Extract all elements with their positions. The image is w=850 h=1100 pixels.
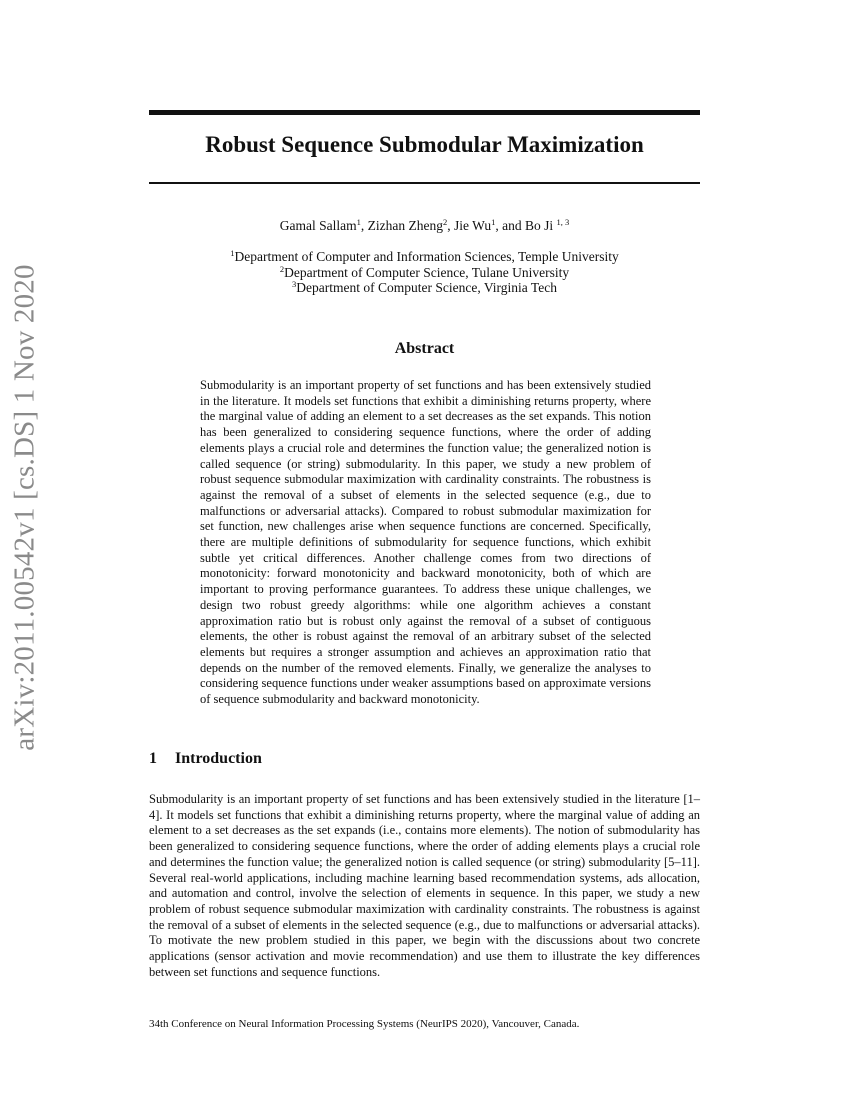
paper-title: Robust Sequence Submodular Maximization bbox=[205, 132, 644, 157]
author-name: Gamal Sallam bbox=[279, 218, 357, 233]
author-affiliation-mark: 1, 3 bbox=[556, 217, 570, 227]
affiliation-text: Department of Computer Science, Virginia Tech bbox=[296, 280, 557, 295]
author-list bbox=[149, 218, 700, 234]
author-name: Jie Wu bbox=[453, 218, 492, 233]
author-affiliation-mark: 1 bbox=[356, 217, 361, 227]
affiliation-mark: 2 bbox=[279, 263, 285, 274]
author-separator: , and bbox=[495, 218, 525, 233]
introduction-text: Submodularity is an important property of set functions and has been extensively studied in the literature [1–4]. It models set functions that exhibit a diminishing returns property, where the marginal value of adding an element to a set decreases as the set expands (i.e., contains more elements). The notion of submodularity has been generalized to considering sequence functions, where the order of adding elements plays a crucial role and determines the function value; the generalized notion is called sequence (or string) submodularity [5–11]. Several real-world applications, including machine learning based recommendation systems, ads allocation, and automation and control, involve the selection of elements in sequence. In this paper, we study a new problem of robust sequence submodular maximization with cardinality constraints. The robustness is against the removal of a subset of elements in the selected sequence (e.g., due to malfunctions or adversarial attacks). To motivate the new problem studied in this paper, we begin with the discussions about two concrete applications (sensor activation and movie recommendation) and use them to illustrate the key differences between set functions and sequence functions. bbox=[149, 792, 700, 979]
author-separator: , bbox=[360, 218, 368, 233]
conference-footnote: 34th Conference on Neural Information Processing Systems (NeurIPS 2020), Vancouver, Canada. bbox=[149, 1018, 580, 1030]
affiliation-text: Department of Computer Science, Tulane University bbox=[284, 264, 570, 280]
section-heading-introduction bbox=[149, 750, 262, 768]
arxiv-watermark bbox=[2, 263, 48, 751]
arxiv-id: arXiv:2011.00542v1 [cs.DS] 1 Nov 2020 bbox=[8, 263, 41, 751]
affiliation-mark: 1 bbox=[230, 248, 235, 258]
affiliation-text: Department of Computer and Information Sciences, Temple University bbox=[234, 249, 619, 264]
author-affiliation-mark: 2 bbox=[442, 217, 448, 227]
abstract-text: Submodularity is an important property of set functions and has been extensively studied in the literature. It models set functions that exhibit a diminishing returns property, where the marginal value of adding an element to a set decreases as the set expands. This notion has been generalized to considering sequence functions, where the order of adding elements plays a crucial role and determines the function value; the generalized notion is called sequence (or string) submodularity. In this paper, we study a new problem of robust sequence submodular maximization with cardinality constraints. The robustness is against the removal of a subset of elements in the selected sequence (e.g., due to malfunctions or adversarial attacks). Compared to robust submodular maximization for set function, new challenges arise when sequence functions are concerned. Specifically, there are multiple definitions of submodularity for sequence functions, which exhibit subtle yet critical differences. Another challenge comes from two directions of monotonicity: forward monotonicity and backward monotonicity, both of which are important to proving performance guarantees. To address these unique challenges, we design two robust greedy algorithms: while one algorithm achieves a constant approximation ratio but is robust only against the removal of a subset of contiguous elements, the other is robust against the removal of an arbitrary subset of the selected elements but requires a stronger assumption and achieves an approximation ratio that depends on the number of the removed elements. Finally, we generalize the analyses to considering sequence functions under weaker assumptions based on approximate versions of sequence submodularity and backward monotonicity. bbox=[200, 378, 651, 707]
title-rule-top bbox=[149, 110, 700, 115]
section-number: 1 bbox=[149, 750, 157, 767]
affiliation bbox=[149, 249, 700, 265]
section-title: Introduction bbox=[175, 750, 262, 767]
affiliation bbox=[149, 280, 700, 296]
abstract-heading: Abstract bbox=[394, 340, 455, 357]
author-name: Bo Ji bbox=[524, 218, 554, 233]
affiliation-list bbox=[149, 249, 700, 296]
author-separator: , bbox=[447, 218, 454, 233]
author-affiliation-mark: 1 bbox=[491, 217, 496, 227]
title-rule-bottom bbox=[149, 182, 700, 184]
affiliation-mark: 3 bbox=[292, 279, 297, 289]
affiliation bbox=[149, 265, 700, 281]
author-name: Zizhan Zheng bbox=[367, 218, 443, 233]
